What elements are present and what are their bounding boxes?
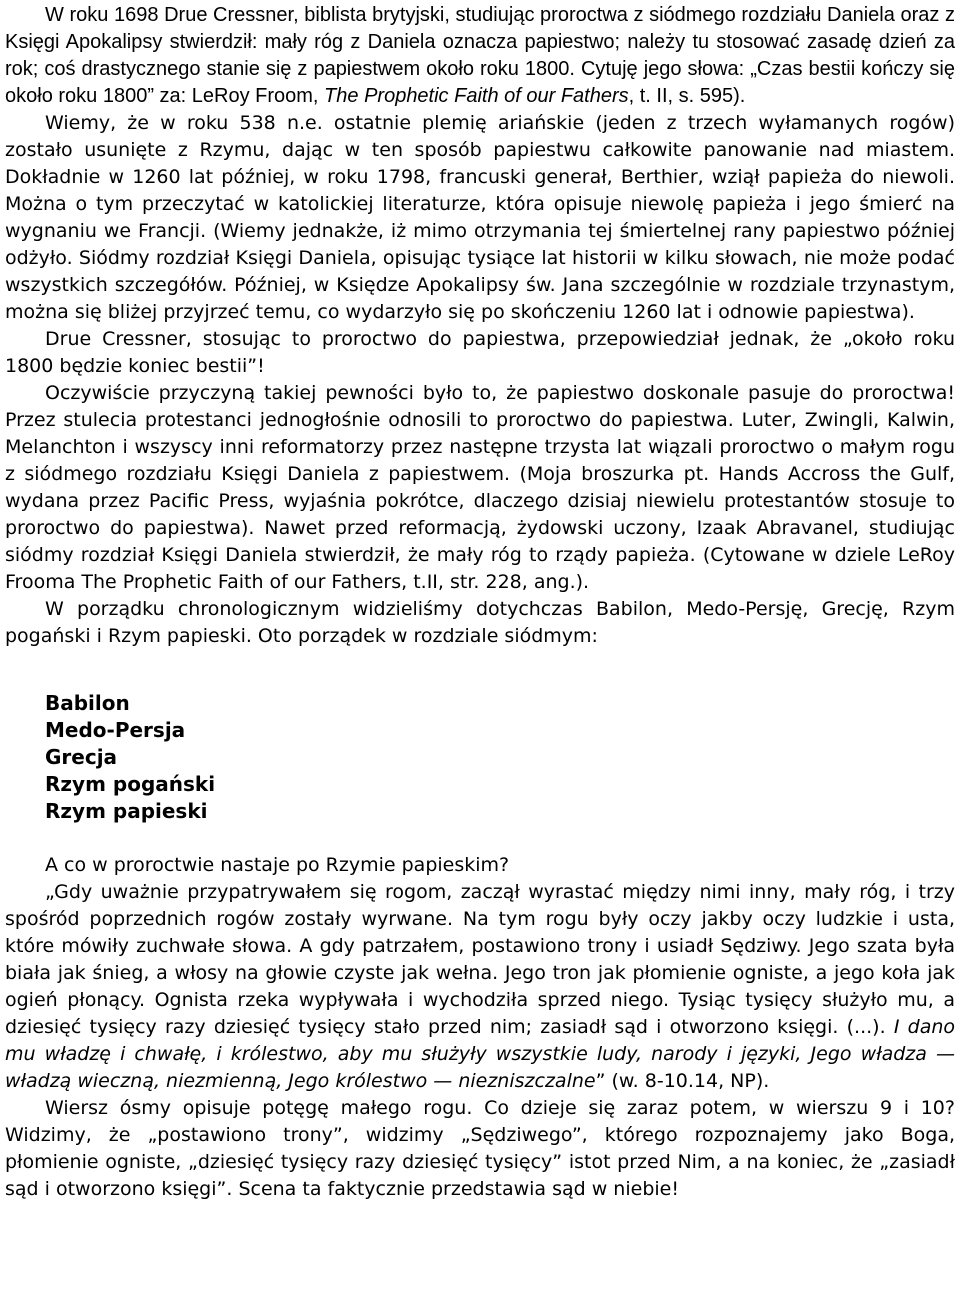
paragraph-judgment: Wiersz ósmy opisuje potęgę małego rogu. Co dzieje się zaraz potem, w wierszu 9 i 10? Widzimy, że „postawiono trony”, widzimy „Sędziwego”, którego rozpoznajemy jako Boga, płomienie ogniste, „dziesięć tysięcy razy dziesięć tysięcy” istot przed Nim, a na koniec, że „zasiadł sąd i otworzono księgi”. Scena ta faktycznie przedstawia sąd w niebie! <box>5 1097 955 1200</box>
quote-reference: ” (w. 8-10.14, NP). <box>595 1070 770 1092</box>
paragraph-cressner-intro <box>5 0 955 110</box>
empire-item: Babilon <box>45 691 130 715</box>
empire-item: Medo-Persja <box>45 718 186 742</box>
paragraph-daniel-quote <box>5 879 955 1095</box>
paragraph-chronology: W porządku chronologicznym widzieliśmy dotychczas Babilon, Medo-Persję, Grecję, Rzym pogański i Rzym papieski. Oto porządek w rozdziale siódmym: <box>5 598 955 647</box>
empire-list <box>5 690 955 825</box>
empire-item: Rzym papieski <box>45 799 208 823</box>
paragraph-question: A co w proroctwie nastaje po Rzymie papieskim? <box>45 854 510 876</box>
quote-text-italic: I dano mu władzę i chwałę, i królestwo, aby mu służyły wszystkie ludy, narody i języki, Jego władza — władzą wieczną, niezmienną, Jego królestwo — niezniszczalne <box>5 1016 956 1092</box>
paragraph-text: W roku 1698 Drue Cressner, biblista brytyjski, studiując proroctwa z siódmego rozdziału Daniela oraz z Księgi Apokalipsy stwierdził: mały róg z Daniela oznacza papiestwo; należy tu stosować zasadę dzień za rok; coś drastycznego stanie się z papiestwem około roku 1800. Cytuję jego słowa: „Czas bestii kończy się około roku 1800” za: LeRoy Froom, <box>5 4 955 107</box>
empire-item: Grecja <box>45 745 118 769</box>
paragraph-text: , t. II, s. 595). <box>628 85 746 107</box>
paragraph-protestants: Oczywiście przyczyną takiej pewności było to, że papiestwo doskonale pasuje do proroctwa! Przez stulecia protestanci jednogłośnie odnosili to proroctwo do papiestwa. Luter, Zwingli, Kalwin, Melanchton i wszyscy inni reformatorzy przez następne trzysta lat wiązali proroctwo o małym rogu z siódmego rozdziału Księgi Daniela z papiestwem. (Moja broszurka pt. Hands Accross the Gulf, wydana przez Pacific Press, wyjaśnia pokrótce, dlaczego dzisiaj niewielu protestantów stosuje to proroctwo do papiestwa). Nawet przed reformacją, żydowski uczony, Izaak Abravanel, studiując siódmy rozdział Księgi Daniela stwierdził, że mały róg to rządy papieża. (Cytowane w dziele LeRoy Frooma The Prophetic Faith of our Fathers, t.II, str. 228, ang.). <box>5 382 955 593</box>
paragraph-cressner-prediction: Drue Cressner, stosując to proroctwo do papiestwa, przepowiedział jednak, że „około roku 1800 będzie koniec bestii”! <box>5 328 955 377</box>
spacer <box>5 650 955 690</box>
spacer <box>5 825 955 852</box>
empire-item: Rzym pogański <box>45 772 216 796</box>
paragraph-538: Wiemy, że w roku 538 n.e. ostatnie plemię ariańskie (jeden z trzech wyłamanych rogów) zostało usunięte z Rzymu, dając w ten sposób papiestwu całkowite panowanie nad miastem. Dokładnie w 1260 lat później, w roku 1798, francuski generał, Berthier, wziął papieża do niewoli. Można o tym przeczytać w katolickiej literaturze, która opisuje niewolę papieża i jego śmierć na wygnaniu we Francji. (Wiemy jednakże, iż mimo otrzymania tej śmiertelnej rany papiestwo później odżyło. Siódmy rozdział Księgi Daniela, opisując tysiące lat historii w kilku słowach, nie może podać wszystkich szczegółów. Później, w Księdze Apokalipsy św. Jana szczególnie w rozdziale trzynastym, można się bliżej przyjrzeć temu, co wydarzyło się po skończeniu 1260 lat i odnowie papiestwa). <box>5 112 955 323</box>
quote-text: „Gdy uważnie przypatrywałem się rogom, zaczął wyrastać między nimi inny, mały róg, i trzy spośród poprzednich rogów zostały wyrwane. Na tym rogu były oczy jakby oczy ludzkie i usta, które mówiły zuchwałe słowa. A gdy patrzałem, postawiono trony i usiadł Sędziwy. Jego szata była biała jak śnieg, a włosy na głowie czyste jak wełna. Jego tron jak płomienie ogniste, a jego koła jak ogień płonący. Ognista rzeka wypływała i wychodziła sprzed niego. Tysiąc tysięcy służyło mu, a dziesięć tysięcy razy dziesięć tysięcy stało przed nim; zasiadł sąd i otworzono księgi. (...). <box>5 881 955 1038</box>
book-title-italic: The Prophetic Faith of our Fathers <box>324 85 629 107</box>
